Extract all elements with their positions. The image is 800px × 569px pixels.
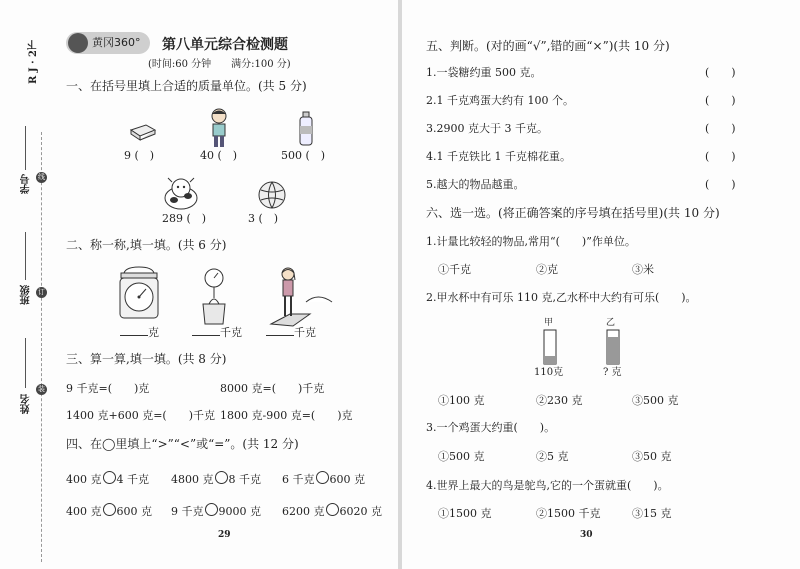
answer-blank[interactable]: ( ) bbox=[134, 149, 155, 162]
cow-icon bbox=[160, 176, 202, 212]
choice-option[interactable]: ③米 bbox=[632, 263, 654, 276]
calc-item[interactable]: 8000 克=( )千克 bbox=[220, 382, 325, 395]
judge-answer-blank[interactable]: ( ) bbox=[705, 94, 736, 107]
name-line bbox=[25, 338, 26, 388]
compare-right: 600 克 bbox=[329, 473, 365, 486]
judge-item: 3.2900 克大于 3 千克。 bbox=[426, 122, 548, 135]
answer-blank[interactable] bbox=[192, 325, 220, 336]
answer-blank[interactable] bbox=[266, 325, 294, 336]
judge-answer-blank[interactable]: ( ) bbox=[705, 122, 736, 135]
unit-label: 千克 bbox=[294, 326, 316, 339]
calc-item[interactable]: 1400 克+600 克=( )千克 bbox=[66, 409, 215, 422]
compare-item bbox=[66, 471, 149, 487]
choice-question: 4.世界上最大的鸟是鸵鸟,它的一个蛋就重( )。 bbox=[426, 479, 669, 492]
choice-option[interactable]: ②1500 千克 bbox=[536, 507, 601, 520]
right-page bbox=[402, 0, 800, 569]
judge-item: 4.1 千克铁比 1 千克棉花重。 bbox=[426, 150, 571, 163]
cup-jia-value: 110克 bbox=[534, 367, 564, 378]
time-score-info: (时间:60 分钟 满分:100 分) bbox=[148, 59, 291, 70]
choice-option[interactable]: ②5 克 bbox=[536, 450, 569, 463]
watermelon-icon bbox=[257, 180, 287, 210]
compare-item bbox=[282, 503, 382, 519]
compare-left: 4800 克 bbox=[171, 473, 214, 486]
water-bottle-icon bbox=[297, 111, 315, 147]
compare-item bbox=[171, 503, 261, 519]
compare-left: 6200 克 bbox=[282, 505, 325, 518]
scale-3-answer bbox=[266, 325, 316, 340]
compare-right: 9000 克 bbox=[218, 505, 261, 518]
compare-right: 600 克 bbox=[116, 505, 152, 518]
left-page bbox=[0, 0, 398, 569]
judge-answer-blank[interactable]: ( ) bbox=[705, 178, 736, 191]
platform-scale-icon bbox=[116, 265, 162, 321]
page-number: 30 bbox=[580, 530, 593, 540]
class-line bbox=[25, 232, 26, 280]
binding-dot: 订 bbox=[38, 288, 45, 296]
compare-left: 9 千克 bbox=[171, 505, 204, 518]
unit-label: 克 bbox=[148, 326, 159, 339]
item-watermelon bbox=[248, 212, 278, 226]
answer-blank[interactable]: ( ) bbox=[186, 212, 207, 225]
item-eraser bbox=[124, 149, 154, 163]
item-value: 3 bbox=[248, 212, 255, 225]
compare-left: 6 千克 bbox=[282, 473, 315, 486]
choice-option[interactable]: ①100 克 bbox=[438, 394, 485, 407]
unit-label: 千克 bbox=[220, 326, 242, 339]
section-3-heading: 三、算一算,填一填。(共 8 分) bbox=[66, 352, 227, 366]
item-bottle bbox=[281, 149, 325, 163]
class-label: 班级 bbox=[21, 285, 32, 305]
item-value: 289 bbox=[162, 212, 183, 225]
brand-name: 黄冈360° bbox=[92, 36, 141, 49]
section-4-heading: 四、在◯里填上“>”“<”或“=”。(共 12 分) bbox=[66, 437, 299, 451]
judge-item: 5.越大的物品越重。 bbox=[426, 178, 525, 191]
judge-item: 1.一袋糖约重 500 克。 bbox=[426, 66, 542, 79]
spine-label: R J · 2下 bbox=[28, 40, 39, 84]
cup-label-yi: 乙 bbox=[606, 318, 616, 328]
section-2-heading: 二、称一称,填一填。(共 6 分) bbox=[66, 238, 227, 252]
compare-circle[interactable] bbox=[103, 471, 116, 484]
compare-right: 4 千克 bbox=[116, 473, 149, 486]
binding-dot: 装 bbox=[38, 385, 45, 393]
page-title: 第八单元综合检测题 bbox=[162, 37, 288, 53]
student-number-label: 学号 bbox=[21, 174, 32, 194]
choice-option[interactable]: ②克 bbox=[536, 263, 558, 276]
compare-circle[interactable] bbox=[205, 503, 218, 516]
choice-option[interactable]: ③50 克 bbox=[632, 450, 672, 463]
compare-circle[interactable] bbox=[215, 471, 228, 484]
choice-option[interactable]: ①千克 bbox=[438, 263, 471, 276]
compare-circle[interactable] bbox=[103, 503, 116, 516]
cup-jia-icon bbox=[543, 329, 557, 365]
student-number-line bbox=[25, 126, 26, 170]
compare-item bbox=[282, 471, 365, 487]
compare-item bbox=[171, 471, 261, 487]
judge-answer-blank[interactable]: ( ) bbox=[705, 66, 736, 79]
choice-question: 2.甲水杯中有可乐 110 克,乙水杯中大约有可乐( )。 bbox=[426, 291, 697, 304]
item-value: 9 bbox=[124, 149, 131, 162]
scale-1-answer bbox=[120, 325, 159, 340]
eraser-icon bbox=[128, 122, 158, 142]
judge-item: 2.1 千克鸡蛋大约有 100 个。 bbox=[426, 94, 574, 107]
compare-circle[interactable] bbox=[316, 471, 329, 484]
choice-question: 3.一个鸡蛋大约重( )。 bbox=[426, 421, 556, 434]
boy-icon bbox=[207, 107, 231, 149]
compare-left: 400 克 bbox=[66, 473, 102, 486]
compare-right: 6020 克 bbox=[339, 505, 382, 518]
choice-option[interactable]: ③500 克 bbox=[632, 394, 679, 407]
name-label: 姓名 bbox=[21, 394, 32, 414]
item-cow bbox=[162, 212, 206, 226]
compare-right: 8 千克 bbox=[228, 473, 261, 486]
item-value: 500 bbox=[281, 149, 302, 162]
binding-line bbox=[41, 132, 42, 562]
compare-circle[interactable] bbox=[326, 503, 339, 516]
cup-yi-value: ? 克 bbox=[603, 367, 622, 378]
choice-option[interactable]: ①1500 克 bbox=[438, 507, 492, 520]
answer-blank[interactable]: ( ) bbox=[305, 149, 326, 162]
judge-answer-blank[interactable]: ( ) bbox=[705, 150, 736, 163]
calc-item[interactable]: 1800 克-900 克=( )克 bbox=[220, 409, 353, 422]
choice-question: 1.计量比较轻的物品,常用“( )”作单位。 bbox=[426, 235, 636, 248]
section-5-heading: 五、判断。(对的画“√”,错的画“×”)(共 10 分) bbox=[426, 39, 670, 53]
section-6-heading: 六、选一选。(将正确答案的序号填在括号里)(共 10 分) bbox=[426, 206, 720, 220]
section-1-heading: 一、在括号里填上合适的质量单位。(共 5 分) bbox=[66, 79, 307, 93]
compare-item bbox=[66, 503, 152, 519]
compare-left: 400 克 bbox=[66, 505, 102, 518]
answer-blank[interactable]: ( ) bbox=[258, 212, 279, 225]
answer-blank[interactable]: ( ) bbox=[217, 149, 238, 162]
cup-yi-icon bbox=[606, 329, 620, 365]
cup-label-jia: 甲 bbox=[544, 318, 554, 328]
choice-option[interactable]: ③15 克 bbox=[632, 507, 672, 520]
item-boy bbox=[200, 149, 237, 163]
answer-blank[interactable] bbox=[120, 325, 148, 336]
binding-dot: 线 bbox=[38, 173, 45, 181]
girl-on-scale-icon bbox=[268, 266, 336, 328]
brand-badge bbox=[66, 32, 150, 54]
item-value: 40 bbox=[200, 149, 214, 162]
mascot-icon bbox=[68, 33, 88, 53]
page-number: 29 bbox=[218, 530, 231, 540]
choice-option[interactable]: ②230 克 bbox=[536, 394, 583, 407]
hanging-scale-bag-icon bbox=[198, 268, 230, 326]
scale-2-answer bbox=[192, 325, 242, 340]
calc-item[interactable]: 9 千克=( )克 bbox=[66, 382, 150, 395]
choice-option[interactable]: ①500 克 bbox=[438, 450, 485, 463]
